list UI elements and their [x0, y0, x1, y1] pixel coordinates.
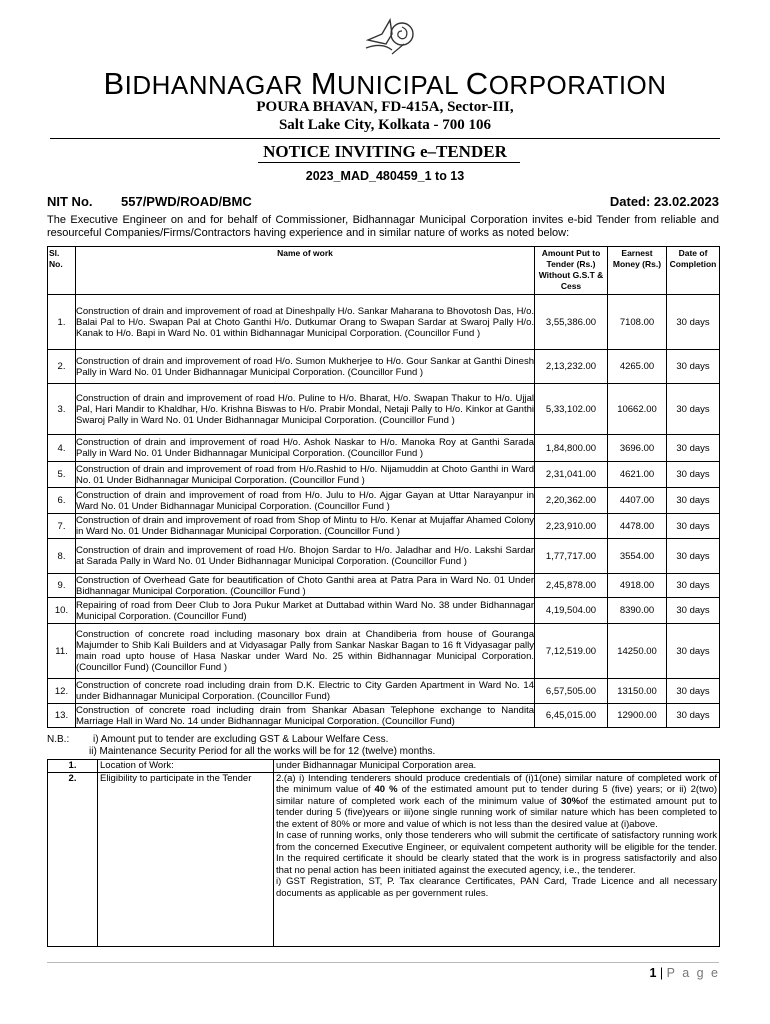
row-sl-no: 10. [48, 598, 76, 624]
row-completion: 30 days [667, 295, 720, 350]
page-number: 1 [649, 966, 657, 980]
row-sl-no: 4. [48, 435, 76, 462]
row-completion: 30 days [667, 574, 720, 598]
row-earnest: 8390.00 [608, 598, 667, 624]
row-work-name: Repairing of road from Deer Club to Jora Pukur Market at Duttabad within Ward No. 38 under Bidhannagar Municipal Corporation. (Councillor Fund) [76, 599, 534, 622]
header-completion: Date of Completion [667, 247, 720, 295]
table-row [48, 350, 720, 384]
header-sl-no: Sl. No. [48, 247, 76, 295]
row-amount: 4,19,504.00 [535, 598, 608, 624]
row-work-name: Construction of concrete road including drain from Shankar Abasan Telephone exchange to Nandita Marriage Hall in Ward No. 14 under Bidhannagar Municipal Corporation. (Councillor Fund) [76, 704, 534, 727]
footer-divider [47, 962, 719, 963]
eligibility-paragraph-2: In case of running works, only those tenderers who will submit the certificate of satisfactory running work from the concerned Executive Engineer, or equivalent competent authority will be eligible for the tender. In the required certificate it should be clearly stated that the work is in progress satisfactorily and also that no penal action has been initiated against the executed agency, i.e., the tenderer. [276, 830, 717, 876]
row-work-name: Construction of concrete road including masonary box drain at Chandiberia from house of Gouranga Majumder to Shib Kali Builders and at Vidyasagar Pally from Sankar Naskar Bagan to 16 ft Vidyasagar pally main road upto house of Hasa Naskar under Ward No. 25 within Bidhannagar Municipal Corporation. (Councillor Fund) (Councillor Fund ) [76, 624, 535, 679]
row-completion: 30 days [667, 539, 720, 574]
notice-title: NOTICE INVITING e–TENDER [263, 142, 507, 161]
row-completion: 30 days [667, 514, 720, 539]
row-sl-no: 8. [48, 539, 76, 574]
conditions-table [47, 759, 720, 947]
address-line-1: POURA BHAVAN, FD-415A, Sector-III, [256, 99, 514, 115]
table-row [48, 384, 720, 435]
row-work-name: Construction of Overhead Gate for beautification of Choto Ganthi area at Patra Para in Ward No. 01 Under Bidhannagar Municipal Corporation. (Councillor Fund ) [76, 574, 534, 597]
row-sl-no: 13. [48, 704, 76, 728]
table-row [48, 295, 720, 350]
row-completion: 30 days [667, 704, 720, 728]
row-earnest: 4265.00 [608, 350, 667, 384]
row-earnest: 3696.00 [608, 435, 667, 462]
row-amount: 2,13,232.00 [535, 350, 608, 384]
condition-number: 1. [48, 760, 98, 773]
condition-title: Location of Work: [98, 760, 274, 773]
condition-row [48, 772, 720, 946]
row-earnest: 14250.00 [608, 624, 667, 679]
header-name-of-work: Name of work [76, 247, 535, 295]
table-row [48, 462, 720, 488]
condition-number: 2. [48, 772, 98, 946]
intro-paragraph: The Executive Engineer on and for behalf of Commissioner, Bidhannagar Municipal Corporation invites e-bid Tender from reliable and resourceful Companies/Firms/Contractors having experience and in similar nature of works as noted below: [47, 214, 719, 239]
row-work-name: Construction of drain and improvement of road from H/o. Julu to H/o. Ajgar Gayan at Uttar Narayanpur in Ward No. 01 Under Bidhannagar Municipal Corporation. (Councillor Fund ) [76, 489, 534, 512]
header-earnest-money: Earnest Money (Rs.) [608, 247, 667, 295]
note-label: N.B.: [47, 734, 70, 745]
row-work-name: Construction of drain and improvement of road H/o. Ashok Naskar to H/o. Manoka Roy at Ganthi Sarada Pally in Ward No. 01 Under Bidhannagar Municipal Corporation. (Councillor Fund ) [76, 435, 535, 462]
row-earnest: 4621.00 [608, 462, 667, 488]
row-work-name: Construction of concrete road including drain from D.K. Electric to City Garden Apartment in Ward No. 14 under Bidhannagar Municipal Corporation. (Councillor Fund) [76, 680, 534, 702]
row-completion: 30 days [667, 598, 720, 624]
table-row [48, 679, 720, 704]
row-amount: 2,23,910.00 [535, 514, 608, 539]
row-amount: 2,31,041.00 [535, 462, 608, 488]
row-amount: 5,33,102.00 [535, 384, 608, 435]
row-completion: 30 days [667, 488, 720, 514]
row-work-name: Construction of drain and improvement of road from Shop of Mintu to H/o. Kenar at Mujaffar Ahamed Colony in Ward No. 01 Under Bidhannagar Municipal Corporation. (Councillor Fund ) [76, 515, 534, 537]
organization-name: BIDHANNAGAR MUNICIPAL CORPORATION [103, 66, 667, 101]
row-earnest: 7108.00 [608, 295, 667, 350]
table-row [48, 574, 720, 598]
nit-number: 557/PWD/ROAD/BMC [121, 194, 252, 209]
row-amount: 2,45,878.00 [535, 574, 608, 598]
condition-title: Eligibility to participate in the Tender [98, 772, 274, 946]
works-table [47, 246, 720, 728]
row-work-name: Construction of drain and improvement of road from H/o.Rashid to H/o. Nijamuddin at Choto Ganthi in Ward No. 01 Under Bidhannagar Municipal Corporation. (Councillor Fund ) [76, 463, 534, 486]
table-row [48, 514, 720, 539]
corporation-logo-icon [362, 14, 418, 60]
note-2-text: ii) Maintenance Security Period for all the works will be for 12 (twelve) months. [89, 746, 436, 757]
row-amount: 1,84,800.00 [535, 435, 608, 462]
row-completion: 30 days [667, 384, 720, 435]
row-earnest: 10662.00 [608, 384, 667, 435]
page-label: P a g e [666, 966, 720, 980]
row-sl-no: 12. [48, 679, 76, 704]
notice-title-underline [258, 162, 520, 163]
row-amount: 7,12,519.00 [535, 624, 608, 679]
row-work-name: Construction of drain and improvement of road H/o. Sumon Mukherjee to H/o. Gour Sankar at Ganthi Dinesh Pally in Ward No. 01 Under Bidhannagar Municipal Corporation. (Councillor Fund ) [76, 350, 535, 384]
row-work-name: Construction of drain and improvement of road at Dineshpally H/o. Sankar Maharana to Bhovotosh Das, H/o. Balai Pal to H/o. Swapan Pal at Choto Ganthi H/o. Dutkumar Orang to Swapan Sardar at Swaroj Pally H/o. Kanak to H/o. Bapi in Ward No. 01 within Bidhannagar Municipal Corporation. (Councillor Fund ) [76, 295, 535, 350]
row-earnest: 13150.00 [608, 679, 667, 704]
row-completion: 30 days [667, 435, 720, 462]
row-earnest: 4918.00 [608, 574, 667, 598]
works-table-header [48, 247, 720, 295]
row-earnest: 4407.00 [608, 488, 667, 514]
row-earnest: 3554.00 [608, 539, 667, 574]
note-line-1 [47, 734, 719, 746]
nit-date: Dated: 23.02.2023 [609, 194, 719, 209]
row-sl-no: 9. [48, 574, 76, 598]
table-row [48, 435, 720, 462]
row-sl-no: 3. [48, 384, 76, 435]
condition-row [48, 760, 720, 773]
row-sl-no: 5. [48, 462, 76, 488]
table-row [48, 598, 720, 624]
nit-label: NIT No. [47, 194, 93, 209]
eligibility-paragraph-3: i) GST Registration, ST, P. Tax clearance Certificates, PAN Card, Trade Licence and all necessary documents as applicable as per government rules. [276, 876, 717, 899]
row-amount: 6,57,505.00 [535, 679, 608, 704]
row-amount: 6,45,015.00 [535, 704, 608, 728]
header-amount: Amount Put to Tender (Rs.) Without G.S.T & Cess [535, 247, 608, 295]
table-row [48, 704, 720, 728]
row-earnest: 12900.00 [608, 704, 667, 728]
row-amount: 2,20,362.00 [535, 488, 608, 514]
row-completion: 30 days [667, 624, 720, 679]
condition-text [274, 772, 720, 946]
row-work-name: Construction of drain and improvement of road H/o. Puline to H/o. Bharat, H/o. Swapan Thakur to H/o. Ujjal Pal, Hari Mandir to Khaldhar, H/o. Krishna Biswas to H/o. Prabir Mondal, Netaji Pally to H/o. Kinkor at Ganthi Swaroj Pally in Ward No. 01 Under Bidhannagar Municipal Corporation. (Councillor Fund ) [76, 384, 535, 435]
address-line-2: Salt Lake City, Kolkata - 700 106 [278, 117, 492, 133]
row-sl-no: 2. [48, 350, 76, 384]
tender-reference: 2023_MAD_480459_1 to 13 [305, 169, 465, 183]
row-amount: 3,55,386.00 [535, 295, 608, 350]
note-1-text: i) Amount put to tender are excluding GST & Labour Welfare Cess. [93, 734, 389, 745]
table-row [48, 488, 720, 514]
row-sl-no: 6. [48, 488, 76, 514]
row-work-name: Construction of drain and improvement of road H/o. Bhojon Sardar to H/o. Jaladhar and H/o. Lakshi Sardar at Sarada Pally in Ward No. 01 Under Bidhannagar Municipal Corporation. (Councillor Fund ) [76, 539, 535, 574]
condition-text: under Bidhannagar Municipal Corporation area. [274, 760, 720, 773]
table-row [48, 624, 720, 679]
eligibility-paragraph-1: 2.(a) i) Intending tenderers should produce credentials of (i)1(one) similar nature of completed work of the minimum value of 40 % of the estimated amount put to tender during 5 (five) years; or ii) 2(two) similar nature of completed work each of the minimum value of 30%of the estimated amount put to tender during 5 (five)years or iii)one single running work of similar nature which has been completed to the extent of 80% or more and value of which is not less than the desired value at (i)above. [276, 772, 717, 830]
table-row [48, 539, 720, 574]
row-completion: 30 days [667, 679, 720, 704]
row-sl-no: 11. [48, 624, 76, 679]
page-footer: 1 | P a g e [649, 966, 720, 980]
row-amount: 1,77,717.00 [535, 539, 608, 574]
row-completion: 30 days [667, 462, 720, 488]
row-sl-no: 7. [48, 514, 76, 539]
row-completion: 30 days [667, 350, 720, 384]
header-divider [50, 138, 720, 139]
row-earnest: 4478.00 [608, 514, 667, 539]
row-sl-no: 1. [48, 295, 76, 350]
